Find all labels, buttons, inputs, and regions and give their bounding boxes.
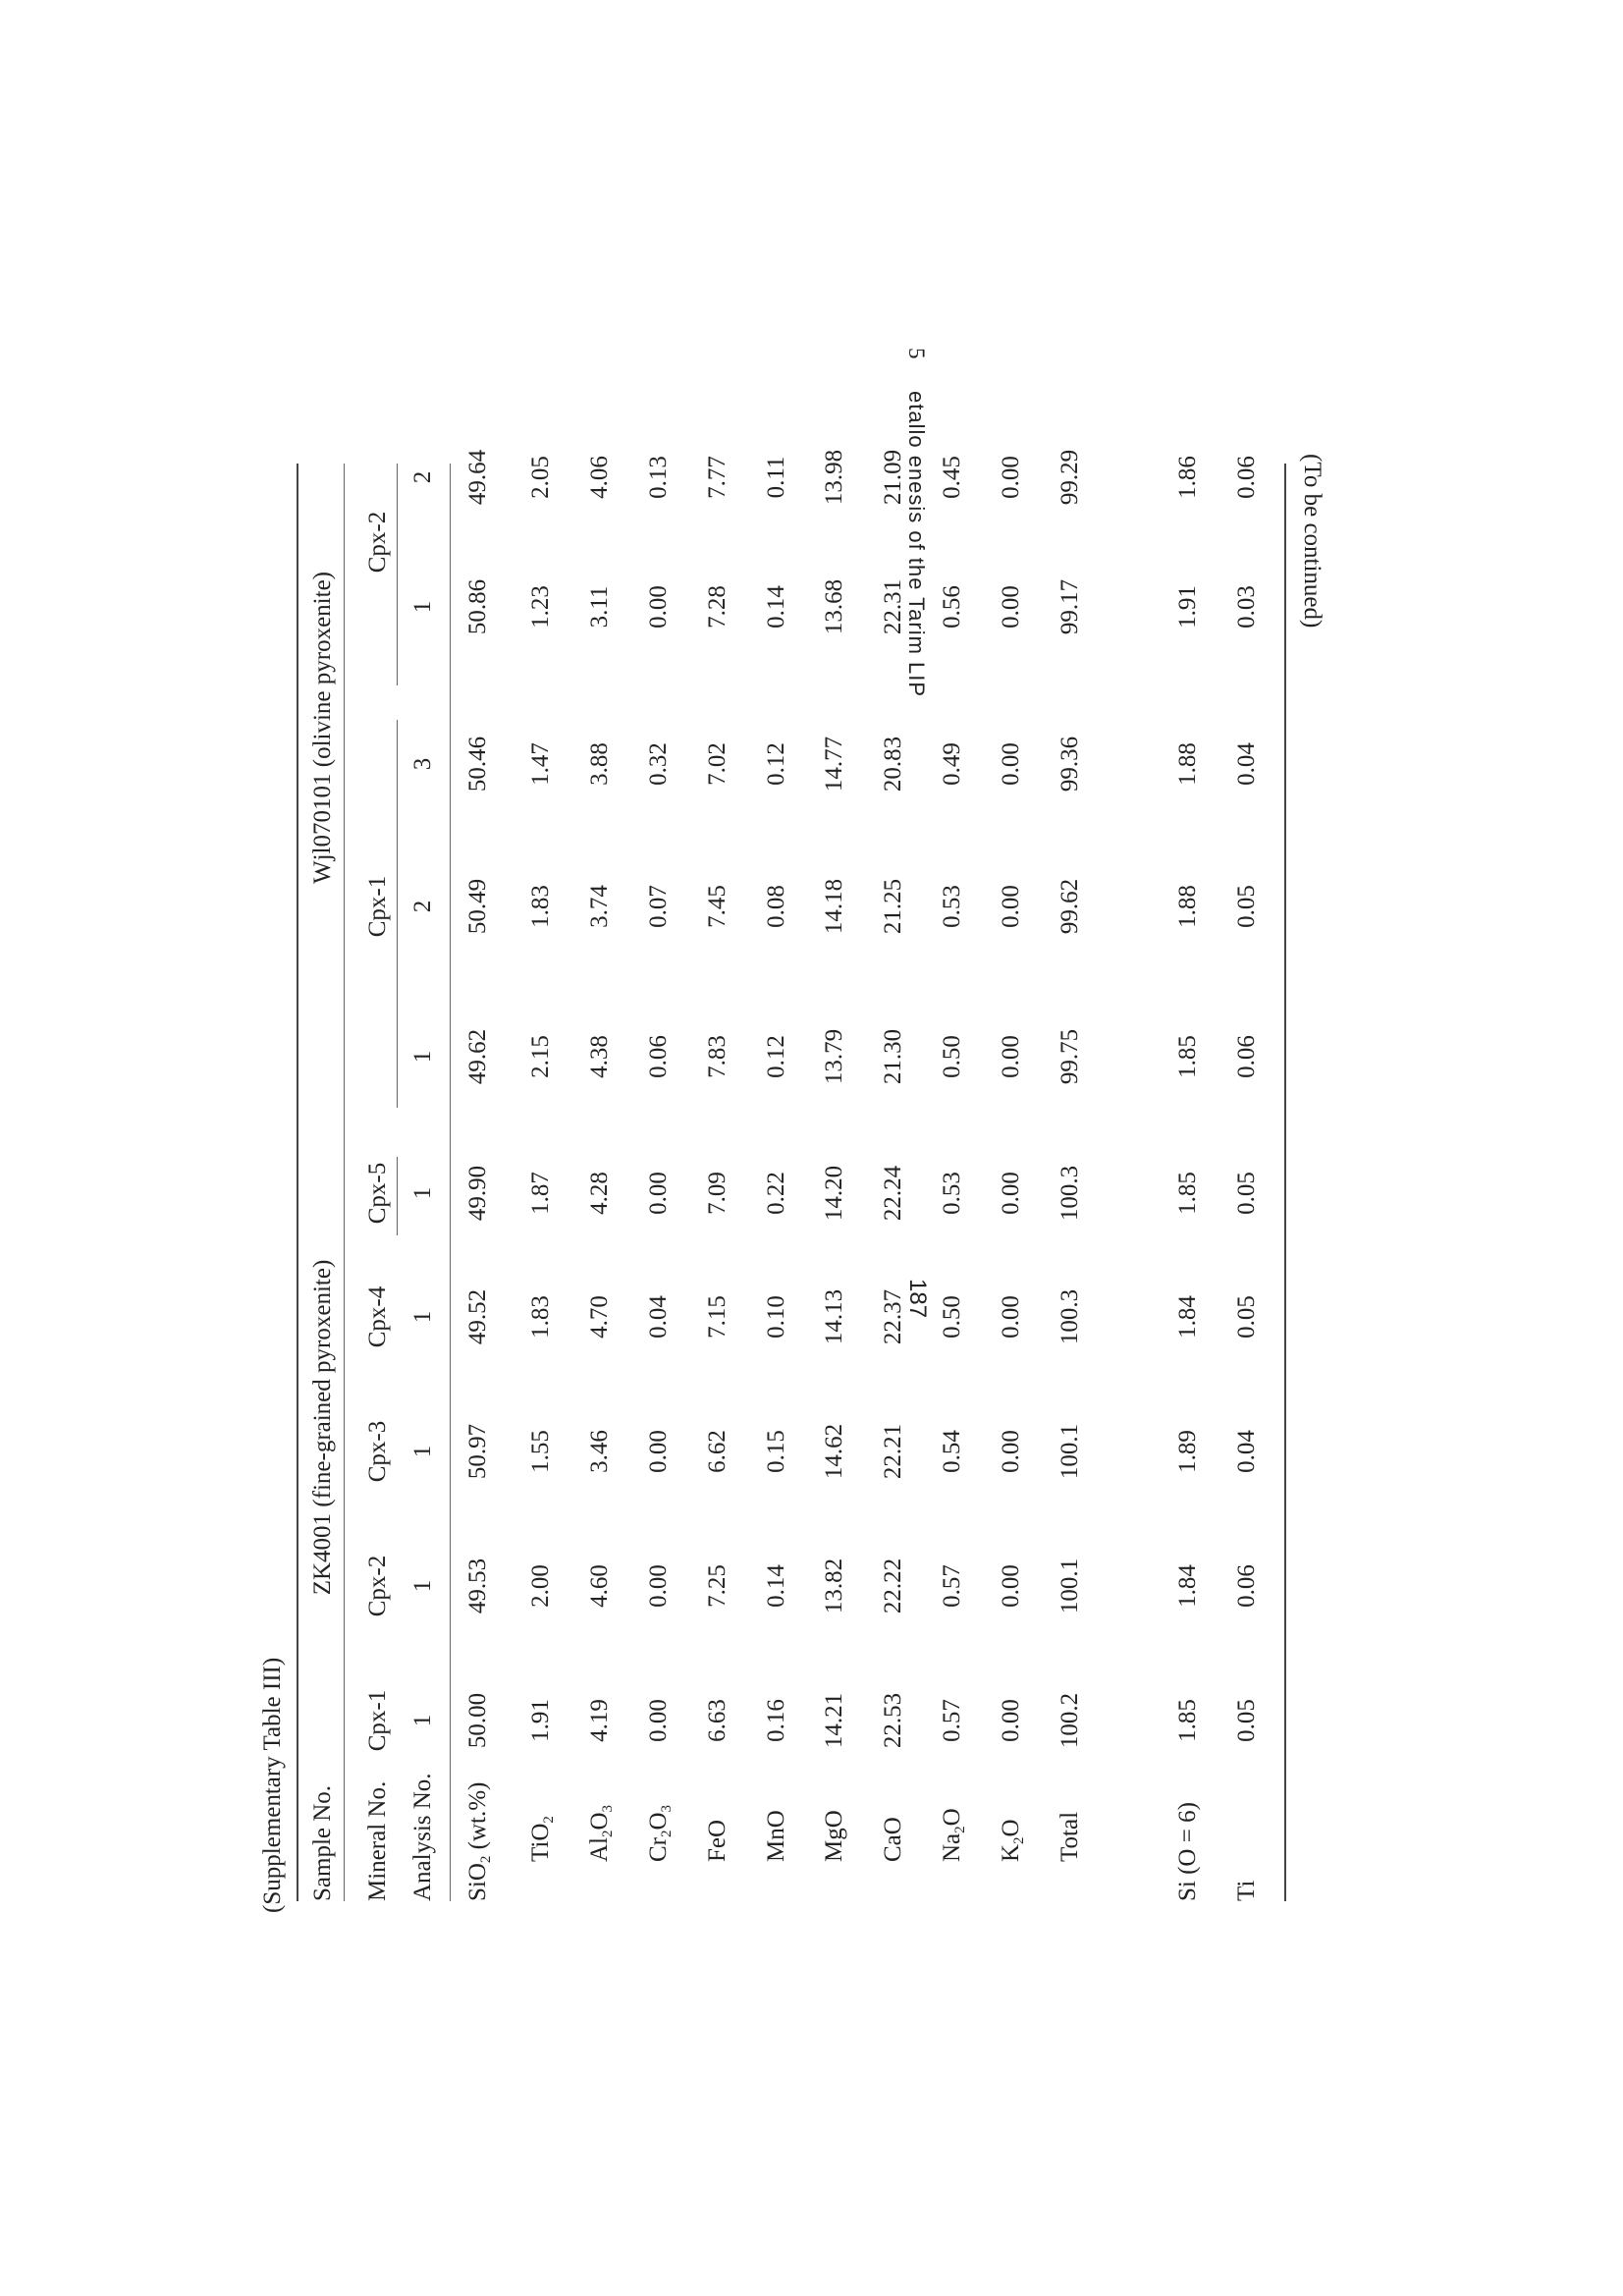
table-cell: 0.13 <box>645 456 672 499</box>
continued-note: (To be continued) <box>1299 454 1325 629</box>
chapter-number: 5 <box>904 348 929 359</box>
table-cell: 0.04 <box>1233 1430 1260 1473</box>
table-rule <box>450 464 451 1901</box>
table-cell: 49.90 <box>464 1165 491 1222</box>
table-cell: 0.16 <box>763 1699 789 1742</box>
table-cell: 0.45 <box>939 456 965 499</box>
table-rule <box>297 464 298 1901</box>
table-cell: 0.00 <box>998 1035 1024 1078</box>
analysis-header: 1 <box>409 600 436 614</box>
table-cell: 3.74 <box>586 885 613 928</box>
table-cell: 100.2 <box>1056 1692 1083 1749</box>
table-caption: (Supplementary Table III) <box>259 1657 286 1913</box>
running-title: etallo enesis of the Tarim LIP <box>904 391 929 698</box>
table-cell: 7.09 <box>704 1172 730 1215</box>
analysis-header: 3 <box>409 757 436 771</box>
table-cell: 0.00 <box>645 585 672 629</box>
table-cell: 3.46 <box>586 1430 613 1473</box>
table-cell: 4.06 <box>586 456 613 499</box>
table-cell: 0.32 <box>645 742 672 786</box>
table-cell: 2.05 <box>527 456 554 499</box>
table-cell: 7.45 <box>704 885 730 928</box>
sample-label: Sample No. <box>309 1784 336 1901</box>
analysis-header: 1 <box>409 1714 436 1727</box>
analysis-header: 2 <box>409 470 436 484</box>
table-cell: 0.00 <box>998 1564 1024 1608</box>
table-cell: 2.00 <box>527 1564 554 1608</box>
table-cell: 49.62 <box>464 1028 491 1085</box>
table-cell: 22.24 <box>880 1165 906 1222</box>
table-cell: 4.19 <box>586 1699 613 1742</box>
table-cell: 0.11 <box>763 456 789 499</box>
row-label: MnO <box>763 1810 789 1862</box>
table-cell: 0.00 <box>998 1295 1024 1339</box>
table-cell: 21.30 <box>880 1028 906 1085</box>
table-cell: 13.68 <box>821 578 847 635</box>
table-cell: 14.77 <box>821 736 847 793</box>
table-cell: 0.05 <box>1233 1295 1260 1339</box>
table-cell: 1.84 <box>1174 1564 1201 1608</box>
table-cell: 0.12 <box>763 1035 789 1078</box>
table-cell: 13.82 <box>821 1558 847 1614</box>
mineral-header: Cpx-3 <box>364 1420 391 1483</box>
table-cell: 0.53 <box>939 1172 965 1215</box>
table-rule <box>397 464 398 685</box>
row-label: CaO <box>880 1817 906 1862</box>
table-cell: 1.47 <box>527 742 554 786</box>
table-cell: 100.1 <box>1056 1423 1083 1480</box>
mineral-label: Mineral No. <box>364 1780 391 1901</box>
table-cell: 22.53 <box>880 1692 906 1749</box>
table-cell: 14.62 <box>821 1423 847 1480</box>
table-cell: 22.31 <box>880 578 906 635</box>
row-label: TiO$_2$ <box>527 1816 557 1862</box>
table-cell: 6.62 <box>704 1430 730 1473</box>
table-cell: 21.09 <box>880 449 906 506</box>
table-rule <box>344 464 345 1901</box>
table-cell: 14.20 <box>821 1165 847 1222</box>
table-cell: 4.60 <box>586 1564 613 1608</box>
table-cell: 0.00 <box>998 1430 1024 1473</box>
mineral-header: Cpx-2 <box>364 1555 391 1617</box>
mineral-header: Cpx-1 <box>364 1689 391 1752</box>
table-cell: 1.86 <box>1174 456 1201 499</box>
table-rule <box>397 720 398 1108</box>
table-cell: 3.11 <box>586 585 613 629</box>
table-cell: 100.1 <box>1056 1558 1083 1614</box>
table-cell: 1.84 <box>1174 1295 1201 1339</box>
table-cell: 49.52 <box>464 1288 491 1345</box>
table-cell: 0.00 <box>645 1430 672 1473</box>
mineral-header: Cpx-1 <box>364 875 391 938</box>
table-cell: 0.00 <box>998 742 1024 786</box>
table-cell: 13.98 <box>821 449 847 506</box>
page-number: 187 <box>904 1279 931 1319</box>
table-cell: 4.38 <box>586 1035 613 1078</box>
table-cell: 0.00 <box>998 1699 1024 1742</box>
table-cell: 0.05 <box>1233 1699 1260 1742</box>
table-cell: 22.37 <box>880 1288 906 1345</box>
table-cell: 0.56 <box>939 585 965 629</box>
table-cell: 7.25 <box>704 1564 730 1608</box>
table-cell: 4.70 <box>586 1295 613 1339</box>
supplementary-table <box>253 449 1343 1913</box>
table-cell: 0.06 <box>645 1035 672 1078</box>
analysis-header: 1 <box>409 1579 436 1593</box>
table-cell: 21.25 <box>880 878 906 935</box>
table-cell: 20.83 <box>880 736 906 793</box>
table-cell: 0.03 <box>1233 585 1260 629</box>
row-label: $Cr_2O_3$ <box>645 1804 675 1862</box>
table-cell: 0.10 <box>763 1295 789 1339</box>
table-rule <box>397 1157 398 1235</box>
table-cell: 0.08 <box>763 885 789 928</box>
table-cell: 50.00 <box>464 1692 491 1749</box>
table-cell: 1.91 <box>527 1699 554 1742</box>
mineral-header: Cpx-5 <box>364 1162 391 1225</box>
table-cell: 0.05 <box>1233 1172 1260 1215</box>
table-cell: 99.36 <box>1056 736 1083 793</box>
table-cell: 1.85 <box>1174 1172 1201 1215</box>
table-cell: 13.79 <box>821 1028 847 1085</box>
table-cell: 1.85 <box>1174 1035 1201 1078</box>
table-cell: 6.63 <box>704 1699 730 1742</box>
table-cell: 0.14 <box>763 585 789 629</box>
table-cell: 14.13 <box>821 1288 847 1345</box>
table-cell: 0.00 <box>645 1564 672 1608</box>
table-cell: 0.00 <box>998 885 1024 928</box>
table-cell: 22.22 <box>880 1558 906 1614</box>
table-cell: 99.17 <box>1056 578 1083 635</box>
table-cell: 0.15 <box>763 1430 789 1473</box>
group-header-wjl070101: Wjl070101 (olivine pyroxenite) <box>309 572 336 884</box>
table-cell: 99.62 <box>1056 878 1083 935</box>
table-cell: 7.15 <box>704 1295 730 1339</box>
table-cell: 0.00 <box>998 456 1024 499</box>
group-header-zk4001: ZK4001 (fine-grained pyroxenite) <box>309 1259 336 1596</box>
table-cell: 0.12 <box>763 742 789 786</box>
table-cell: 0.04 <box>645 1295 672 1339</box>
table-cell: 1.83 <box>527 1295 554 1339</box>
table-cell: 1.55 <box>527 1430 554 1473</box>
table-cell: 0.22 <box>763 1172 789 1215</box>
table-cell: 0.50 <box>939 1295 965 1339</box>
table-cell: 99.29 <box>1056 449 1083 506</box>
row-label: Ti <box>1233 1880 1260 1901</box>
analysis-header: 2 <box>409 900 436 913</box>
row-label: MgO <box>821 1810 847 1862</box>
table-cell: 1.88 <box>1174 885 1201 928</box>
table-cell: 0.04 <box>1233 742 1260 786</box>
row-label: Total <box>1056 1811 1083 1862</box>
table-cell: 100.3 <box>1056 1288 1083 1345</box>
analysis-header: 1 <box>409 1050 436 1064</box>
table-cell: 0.07 <box>645 885 672 928</box>
row-label: Si (O = 6) <box>1174 1802 1201 1901</box>
table-cell: 1.91 <box>1174 585 1201 629</box>
table-cell: 0.00 <box>998 1172 1024 1215</box>
mineral-header: Cpx-4 <box>364 1285 391 1348</box>
row-label: $Na_2O$ <box>939 1808 968 1862</box>
row-label: SiO$_2$ (wt.%) <box>464 1781 494 1901</box>
table-cell: 7.83 <box>704 1035 730 1078</box>
table-cell: 1.83 <box>527 885 554 928</box>
table-cell: 0.49 <box>939 742 965 786</box>
row-label: $Al_2O_3$ <box>586 1804 616 1862</box>
mineral-header: Cpx-2 <box>364 511 391 574</box>
table-cell: 49.64 <box>464 449 491 506</box>
table-cell: 0.00 <box>645 1699 672 1742</box>
analysis-header: 1 <box>409 1310 436 1324</box>
table-cell: 4.28 <box>586 1172 613 1215</box>
table-cell: 50.86 <box>464 578 491 635</box>
table-cell: 14.21 <box>821 1692 847 1749</box>
table-cell: 49.53 <box>464 1558 491 1614</box>
analysis-header: 1 <box>409 1445 436 1458</box>
table-rule <box>1284 464 1286 1901</box>
table-cell: 0.14 <box>763 1564 789 1608</box>
table-cell: 7.02 <box>704 742 730 786</box>
table-cell: 2.15 <box>527 1035 554 1078</box>
table-cell: 50.97 <box>464 1423 491 1480</box>
table-cell: 7.28 <box>704 585 730 629</box>
table-cell: 0.05 <box>1233 885 1260 928</box>
table-cell: 0.53 <box>939 885 965 928</box>
table-cell: 0.57 <box>939 1564 965 1608</box>
table-cell: 99.75 <box>1056 1028 1083 1085</box>
row-label: FeO <box>704 1819 730 1862</box>
table-cell: 100.3 <box>1056 1165 1083 1222</box>
table-cell: 14.18 <box>821 878 847 935</box>
row-label: $K_2O$ <box>998 1819 1027 1862</box>
table-cell: 0.06 <box>1233 456 1260 499</box>
table-cell: 50.46 <box>464 736 491 793</box>
table-cell: 50.49 <box>464 878 491 935</box>
table-cell: 0.54 <box>939 1430 965 1473</box>
table-cell: 0.50 <box>939 1035 965 1078</box>
table-cell: 1.89 <box>1174 1430 1201 1473</box>
table-cell: 0.06 <box>1233 1564 1260 1608</box>
analysis-label: Analysis No. <box>409 1773 436 1901</box>
table-cell: 0.57 <box>939 1699 965 1742</box>
table-cell: 7.77 <box>704 456 730 499</box>
table-cell: 22.21 <box>880 1423 906 1480</box>
table-cell: 0.06 <box>1233 1035 1260 1078</box>
table-cell: 0.00 <box>998 585 1024 629</box>
table-cell: 1.23 <box>527 585 554 629</box>
table-cell: 1.87 <box>527 1172 554 1215</box>
table-cell: 1.88 <box>1174 742 1201 786</box>
table-cell: 0.00 <box>645 1172 672 1215</box>
table-cell: 3.88 <box>586 742 613 786</box>
analysis-header: 1 <box>409 1186 436 1200</box>
table-cell: 1.85 <box>1174 1699 1201 1742</box>
